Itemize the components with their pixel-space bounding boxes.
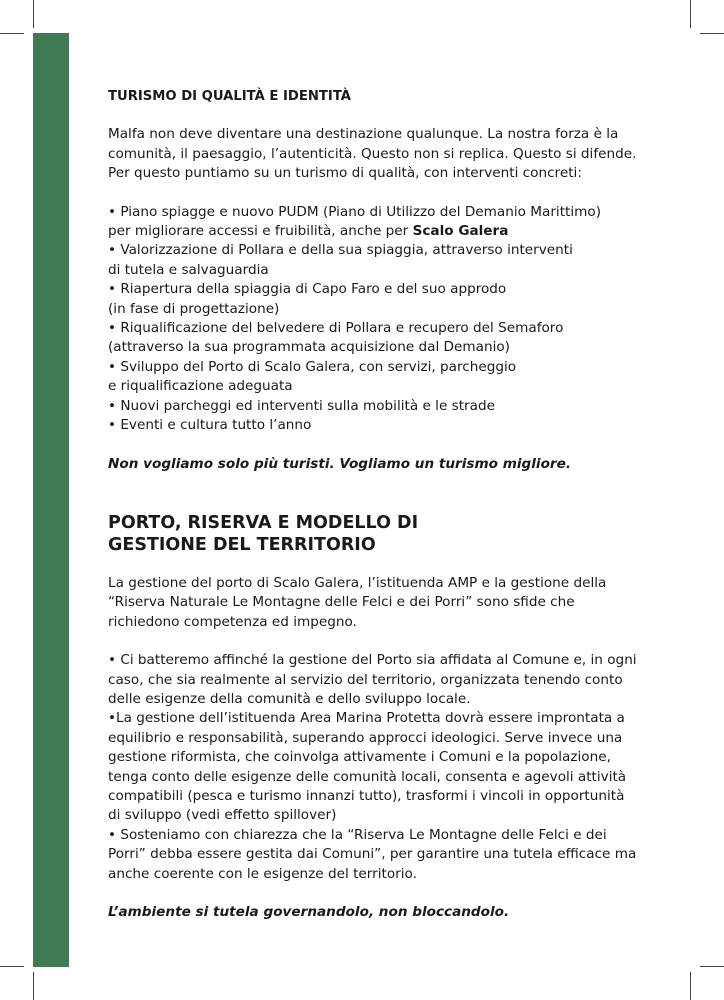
bullet-line: • Sviluppo del Porto di Scalo Galera, con servizi, parcheggio: [108, 358, 517, 375]
bullet-line: delle esigenze della comunità e dello sviluppo locale.: [108, 690, 471, 707]
crop-mark: [700, 966, 724, 967]
bullet-line: e riqualificazione adeguata: [108, 378, 293, 395]
text-line: “Riserva Naturale Le Montagne delle Felci e dei Porri” sono sfide che: [108, 594, 575, 611]
bullet-line: (attraverso la sua programmata acquisizione dal Demanio): [108, 339, 510, 356]
bullet-line: • Nuovi parcheggi ed interventi sulla mobilità e le strade: [108, 397, 495, 414]
text-line: Per questo puntiamo su un turismo di qualità, con interventi concreti:: [108, 165, 582, 182]
bullet-line: • Sosteniamo con chiarezza che la “Riserva Le Montagne delle Felci e dei: [108, 826, 607, 843]
bullet-line: compatibili (pesca e turismo innanzi tutto), trasformi i vincoli in opportunità: [108, 787, 625, 804]
crop-mark: [0, 966, 24, 967]
bullet-line: tenga conto delle esigenze delle comunità locali, consenta e agevoli attività: [108, 768, 627, 785]
bullet-line: • Riapertura della spiaggia di Capo Faro e del suo approdo: [108, 281, 507, 298]
text-line: Malfa non deve diventare una destinazione qualunque. La nostra forza è la: [108, 126, 619, 143]
bullet-line: (in fase di progettazione): [108, 300, 280, 317]
text-line: comunità, il paesaggio, l’autenticità. Questo non si replica. Questo si difende.: [108, 145, 637, 162]
crop-mark: [0, 33, 24, 34]
bullet-line: • Ci batteremo affinché la gestione del Porto sia affidata al Comune e, in ogni: [108, 652, 637, 669]
text-line: richiedono competenza ed impegno.: [108, 613, 357, 630]
crop-mark: [690, 0, 691, 28]
heading-line: PORTO, RISERVA E MODELLO DI: [108, 512, 419, 533]
bullet-line: Porri” debba essere gestita dai Comuni”, per garantire una tutela efficace ma: [108, 846, 637, 863]
green-side-bar: [33, 33, 69, 967]
port-intro: [108, 574, 648, 632]
bullet-line: anche coerente con le esigenze del territorio.: [108, 865, 417, 882]
bullet-line: • Valorizzazione di Pollara e della sua spiaggia, attraverso interventi: [108, 242, 573, 259]
crop-mark: [690, 972, 691, 1000]
bullet-line: [108, 222, 648, 241]
heading-line: GESTIONE DEL TERRITORIO: [108, 534, 376, 555]
bullet-line: equilibrio e responsabilità, superando approcci ideologici. Serve invece una: [108, 729, 623, 746]
crop-mark: [33, 0, 34, 28]
bold-place-name: Scalo Galera: [412, 223, 509, 240]
tourism-tagline: Non vogliamo solo più turisti. Vogliamo un turismo migliore.: [108, 455, 572, 472]
section-heading-port-reserve: [108, 512, 648, 556]
bullet-line-text: per migliorare accessi e fruibilità, anche per: [108, 223, 413, 240]
bullet-line: caso, che sia realmente al servizio del territorio, organizzata tenendo conto: [108, 671, 623, 688]
bullet-line: di tutela e salvaguardia: [108, 261, 269, 278]
tourism-bullet-list: [108, 203, 648, 436]
tourism-intro: [108, 125, 648, 183]
section-heading-tourism: TURISMO DI QUALITÀ E IDENTITÀ: [108, 89, 352, 104]
bullet-line: gestione riformista, che coinvolga attivamente i Comuni e la popolazione,: [108, 749, 611, 766]
environment-tagline: L’ambiente si tutela governandolo, non bloccandolo.: [108, 904, 510, 920]
port-bullet-list: [108, 651, 648, 884]
page-content: [108, 87, 648, 922]
bullet-line: • Piano spiagge e nuovo PUDM (Piano di Utilizzo del Demanio Marittimo): [108, 203, 601, 220]
crop-mark: [700, 33, 724, 34]
bullet-line: •La gestione dell’istituenda Area Marina Protetta dovrà essere improntata a: [108, 710, 625, 727]
bullet-line: • Riqualificazione del belvedere di Pollara e recupero del Semaforo: [108, 320, 564, 337]
crop-mark: [33, 972, 34, 1000]
bullet-line: di sviluppo (vedi effetto spillover): [108, 807, 337, 824]
text-line: La gestione del porto di Scalo Galera, l’istituenda AMP e la gestione della: [108, 574, 607, 591]
bullet-line: • Eventi e cultura tutto l’anno: [108, 417, 312, 434]
